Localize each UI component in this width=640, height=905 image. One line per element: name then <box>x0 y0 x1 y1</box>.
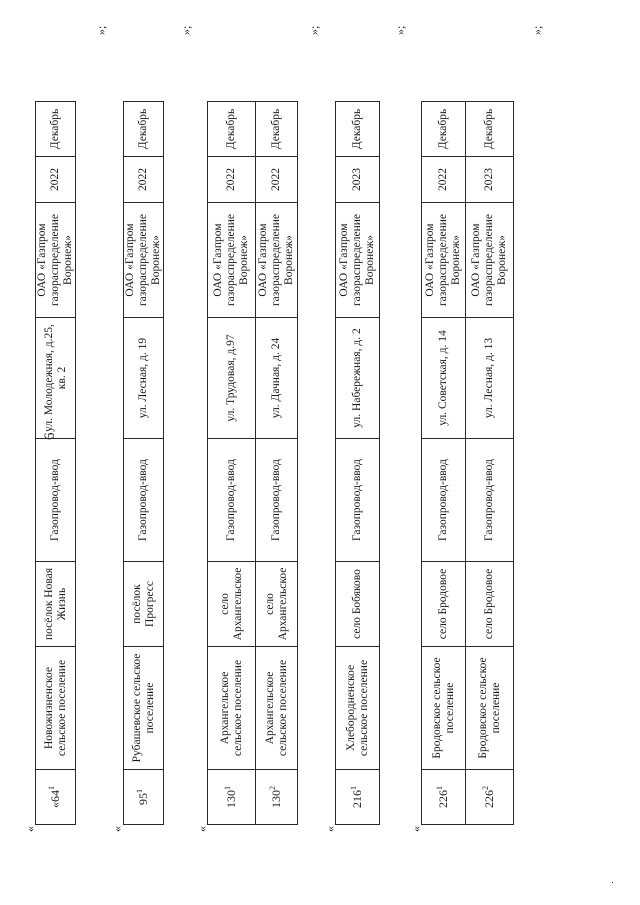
owner-cell: ОАО «Газпром газораспределение Воронеж» <box>336 203 380 318</box>
row-number <box>422 770 466 825</box>
quote-open: « <box>23 826 37 832</box>
page-number: 6 <box>42 432 58 440</box>
object-cell: Газопровод-ввод <box>336 439 380 562</box>
locality-cell: село Бобяково <box>336 562 380 647</box>
table-row <box>466 102 514 825</box>
row-number-superscript: 2 <box>268 786 277 790</box>
locality-cell: село Бродовое <box>466 562 514 647</box>
month-cell: Декабрь <box>124 102 164 157</box>
year-cell: 2022 <box>256 157 298 203</box>
settlement-cell: Хлебородненское сельское поселение <box>336 647 380 770</box>
address-cell: ул. Набережная, д. 2 <box>336 318 380 439</box>
row-number <box>124 770 164 825</box>
row-number-text: 130 <box>224 790 238 808</box>
address-cell: ул. Лесная, д. 13 <box>466 318 514 439</box>
row-number <box>466 770 514 825</box>
quote-close: »; <box>94 25 108 35</box>
row-number-text: 226 <box>482 790 496 808</box>
month-cell: Декабрь <box>36 102 76 157</box>
month-cell: Декабрь <box>208 102 256 157</box>
row-number-text: 130 <box>269 790 283 808</box>
table-row <box>208 102 256 825</box>
row-number-text: «64 <box>48 790 62 808</box>
table-row <box>124 102 164 825</box>
owner-cell: ОАО «Газпром газораспределение Воронеж» <box>466 203 514 318</box>
object-cell: Газопровод-ввод <box>124 439 164 562</box>
owner-cell: ОАО «Газпром газораспределение Воронеж» <box>36 203 76 318</box>
settlement-cell: Рубашевское сельское поселение <box>124 647 164 770</box>
row-number-text: 95 <box>136 793 150 805</box>
quote-close: »; <box>530 25 544 35</box>
quote-close: »; <box>179 25 193 35</box>
register-table <box>335 101 380 825</box>
row-number-superscript: 1 <box>135 789 144 793</box>
row-number <box>208 770 256 825</box>
owner-cell: ОАО «Газпром газораспределение Воронеж» <box>256 203 298 318</box>
row-number-superscript: 2 <box>481 786 490 790</box>
address-cell: ул. Молодежная, д.25, кв. 2 <box>36 318 76 439</box>
table-row <box>336 102 380 825</box>
row-number-superscript: 1 <box>349 786 358 790</box>
table-row <box>256 102 298 825</box>
settlement-cell: Бродовское сельское поселение <box>466 647 514 770</box>
row-number-text: 216 <box>350 790 364 808</box>
object-cell: Газопровод-ввод <box>422 439 466 562</box>
settlement-cell: Бродовское сельское поселение <box>422 647 466 770</box>
quote-open: « <box>110 826 124 832</box>
quote-close: »; <box>307 25 321 35</box>
settlement-cell: Новожизненское сельское поселение <box>36 647 76 770</box>
year-cell: 2022 <box>208 157 256 203</box>
settlement-cell: Архангельское сельское поселение <box>208 647 256 770</box>
object-cell: Газопровод-ввод <box>36 439 76 562</box>
quote-open: « <box>409 826 423 832</box>
settlement-cell: Архангельское сельское поселение <box>256 647 298 770</box>
row-number <box>36 770 76 825</box>
locality-cell: село Архангельское <box>256 562 298 647</box>
address-cell: ул. Дачная, д. 24 <box>256 318 298 439</box>
row-number <box>336 770 380 825</box>
register-table <box>35 101 76 825</box>
table-row <box>422 102 466 825</box>
footer-rule <box>612 882 613 883</box>
register-table <box>207 101 298 825</box>
year-cell: 2022 <box>36 157 76 203</box>
quote-close: »; <box>393 25 407 35</box>
owner-cell: ОАО «Газпром газораспределение Воронеж» <box>208 203 256 318</box>
row-number-superscript: 1 <box>223 786 232 790</box>
object-cell: Газопровод-ввод <box>208 439 256 562</box>
register-table <box>421 101 514 825</box>
year-cell: 2023 <box>336 157 380 203</box>
quote-open: « <box>323 826 337 832</box>
year-cell: 2022 <box>422 157 466 203</box>
quote-open: « <box>195 826 209 832</box>
address-cell: ул. Лесная, д. 19 <box>124 318 164 439</box>
year-cell: 2022 <box>124 157 164 203</box>
address-cell: ул. Трудовая, д.97 <box>208 318 256 439</box>
address-cell: ул. Советская, д. 14 <box>422 318 466 439</box>
month-cell: Декабрь <box>336 102 380 157</box>
month-cell: Декабрь <box>256 102 298 157</box>
month-cell: Декабрь <box>466 102 514 157</box>
year-cell: 2023 <box>466 157 514 203</box>
row-number-superscript: 1 <box>435 786 444 790</box>
object-cell: Газопровод-ввод <box>256 439 298 562</box>
row-number-text: 226 <box>436 790 450 808</box>
object-cell: Газопровод-ввод <box>466 439 514 562</box>
locality-cell: село Архангельское <box>208 562 256 647</box>
owner-cell: ОАО «Газпром газораспределение Воронеж» <box>422 203 466 318</box>
locality-cell: село Бродовое <box>422 562 466 647</box>
row-number <box>256 770 298 825</box>
month-cell: Декабрь <box>422 102 466 157</box>
register-table <box>123 101 164 825</box>
table-row <box>36 102 76 825</box>
locality-cell: посёлок Новая Жизнь <box>36 562 76 647</box>
locality-cell: посёлок Прогресс <box>124 562 164 647</box>
owner-cell: ОАО «Газпром газораспределение Воронеж» <box>124 203 164 318</box>
row-number-superscript: 1 <box>47 786 56 790</box>
